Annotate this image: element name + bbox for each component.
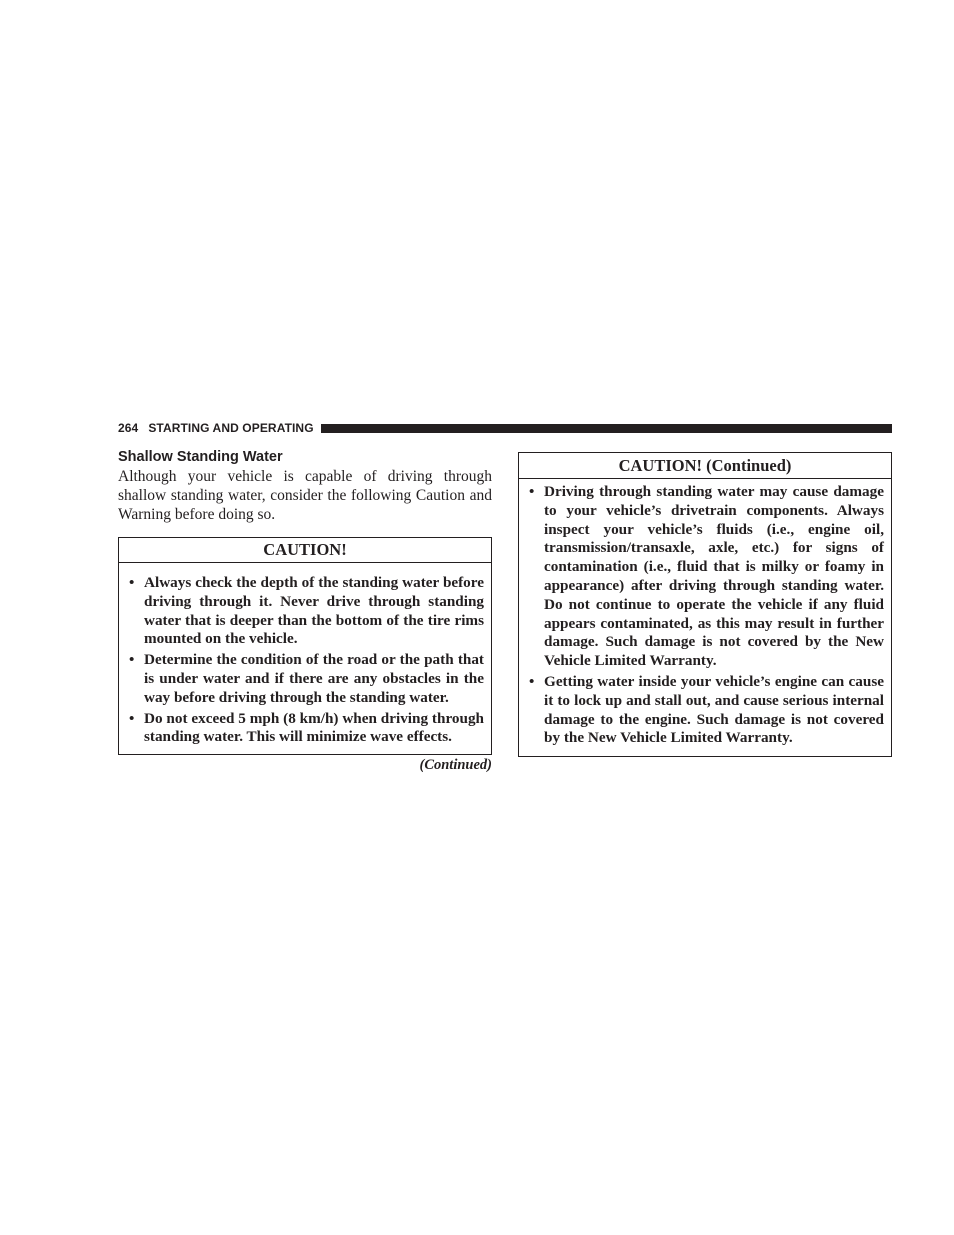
bullet-icon: • bbox=[129, 651, 135, 669]
caution-item bbox=[127, 710, 484, 748]
section-title: STARTING AND OPERATING bbox=[148, 421, 314, 435]
intro-paragraph: Although your vehicle is capable of driving through shallow standing water, consider the following Caution and Warning before doing so. bbox=[118, 468, 492, 523]
caution-item-text: Always check the depth of the standing water before driving through it. Never drive through standing water that is deeper than the bottom of the tire rims mounted on the vehicle. bbox=[144, 574, 484, 648]
caution-item bbox=[127, 651, 484, 707]
bullet-icon: • bbox=[129, 709, 135, 727]
caution-list bbox=[119, 563, 491, 754]
caution-item bbox=[527, 673, 884, 748]
bullet-icon: • bbox=[529, 483, 535, 500]
subheading: Shallow Standing Water bbox=[118, 449, 283, 465]
bullet-icon: • bbox=[129, 574, 135, 591]
caution-continued-box bbox=[518, 452, 892, 757]
page-number: 264 bbox=[118, 421, 139, 435]
caution-item-text: Determine the condition of the road or the path that is under water and if there are any obstacles in the way before driving through the standing water. bbox=[144, 651, 484, 706]
caution-item-text: Driving through standing water may cause damage to your vehicle’s drivetrain components. Always inspect your vehicle’s fluids (i.e., engine oil, transmission/transaxle, axle, etc.) for signs of contamination (i.e., fluid that is milky or foamy in appearance) after driving through standing water. Do not continue to operate the vehicle if any fluid appears contaminated, as this may result in further damage. Such damage is not covered by the New Vehicle Limited Warranty. bbox=[544, 483, 884, 670]
caution-item-text: Getting water inside your vehicle’s engine can cause it to lock up and stall out, and cause serious internal damage to the engine. Such damage is not covered by the New Vehicle Limited Warranty. bbox=[544, 672, 884, 747]
caution-item bbox=[127, 574, 484, 649]
page-header bbox=[118, 420, 892, 436]
caution-box bbox=[118, 537, 492, 755]
caution-list bbox=[519, 479, 891, 756]
continued-label: (Continued) bbox=[419, 757, 492, 774]
caution-title: CAUTION! bbox=[119, 538, 491, 563]
left-column bbox=[118, 448, 492, 774]
caution-continued-title: CAUTION! (Continued) bbox=[519, 453, 891, 479]
header-rule bbox=[321, 424, 892, 433]
right-column bbox=[518, 452, 892, 757]
caution-item bbox=[527, 483, 884, 671]
caution-item-text: Do not exceed 5 mph (8 km/h) when driving through standing water. This will minimize wave effects. bbox=[144, 709, 484, 746]
bullet-icon: • bbox=[529, 672, 535, 690]
